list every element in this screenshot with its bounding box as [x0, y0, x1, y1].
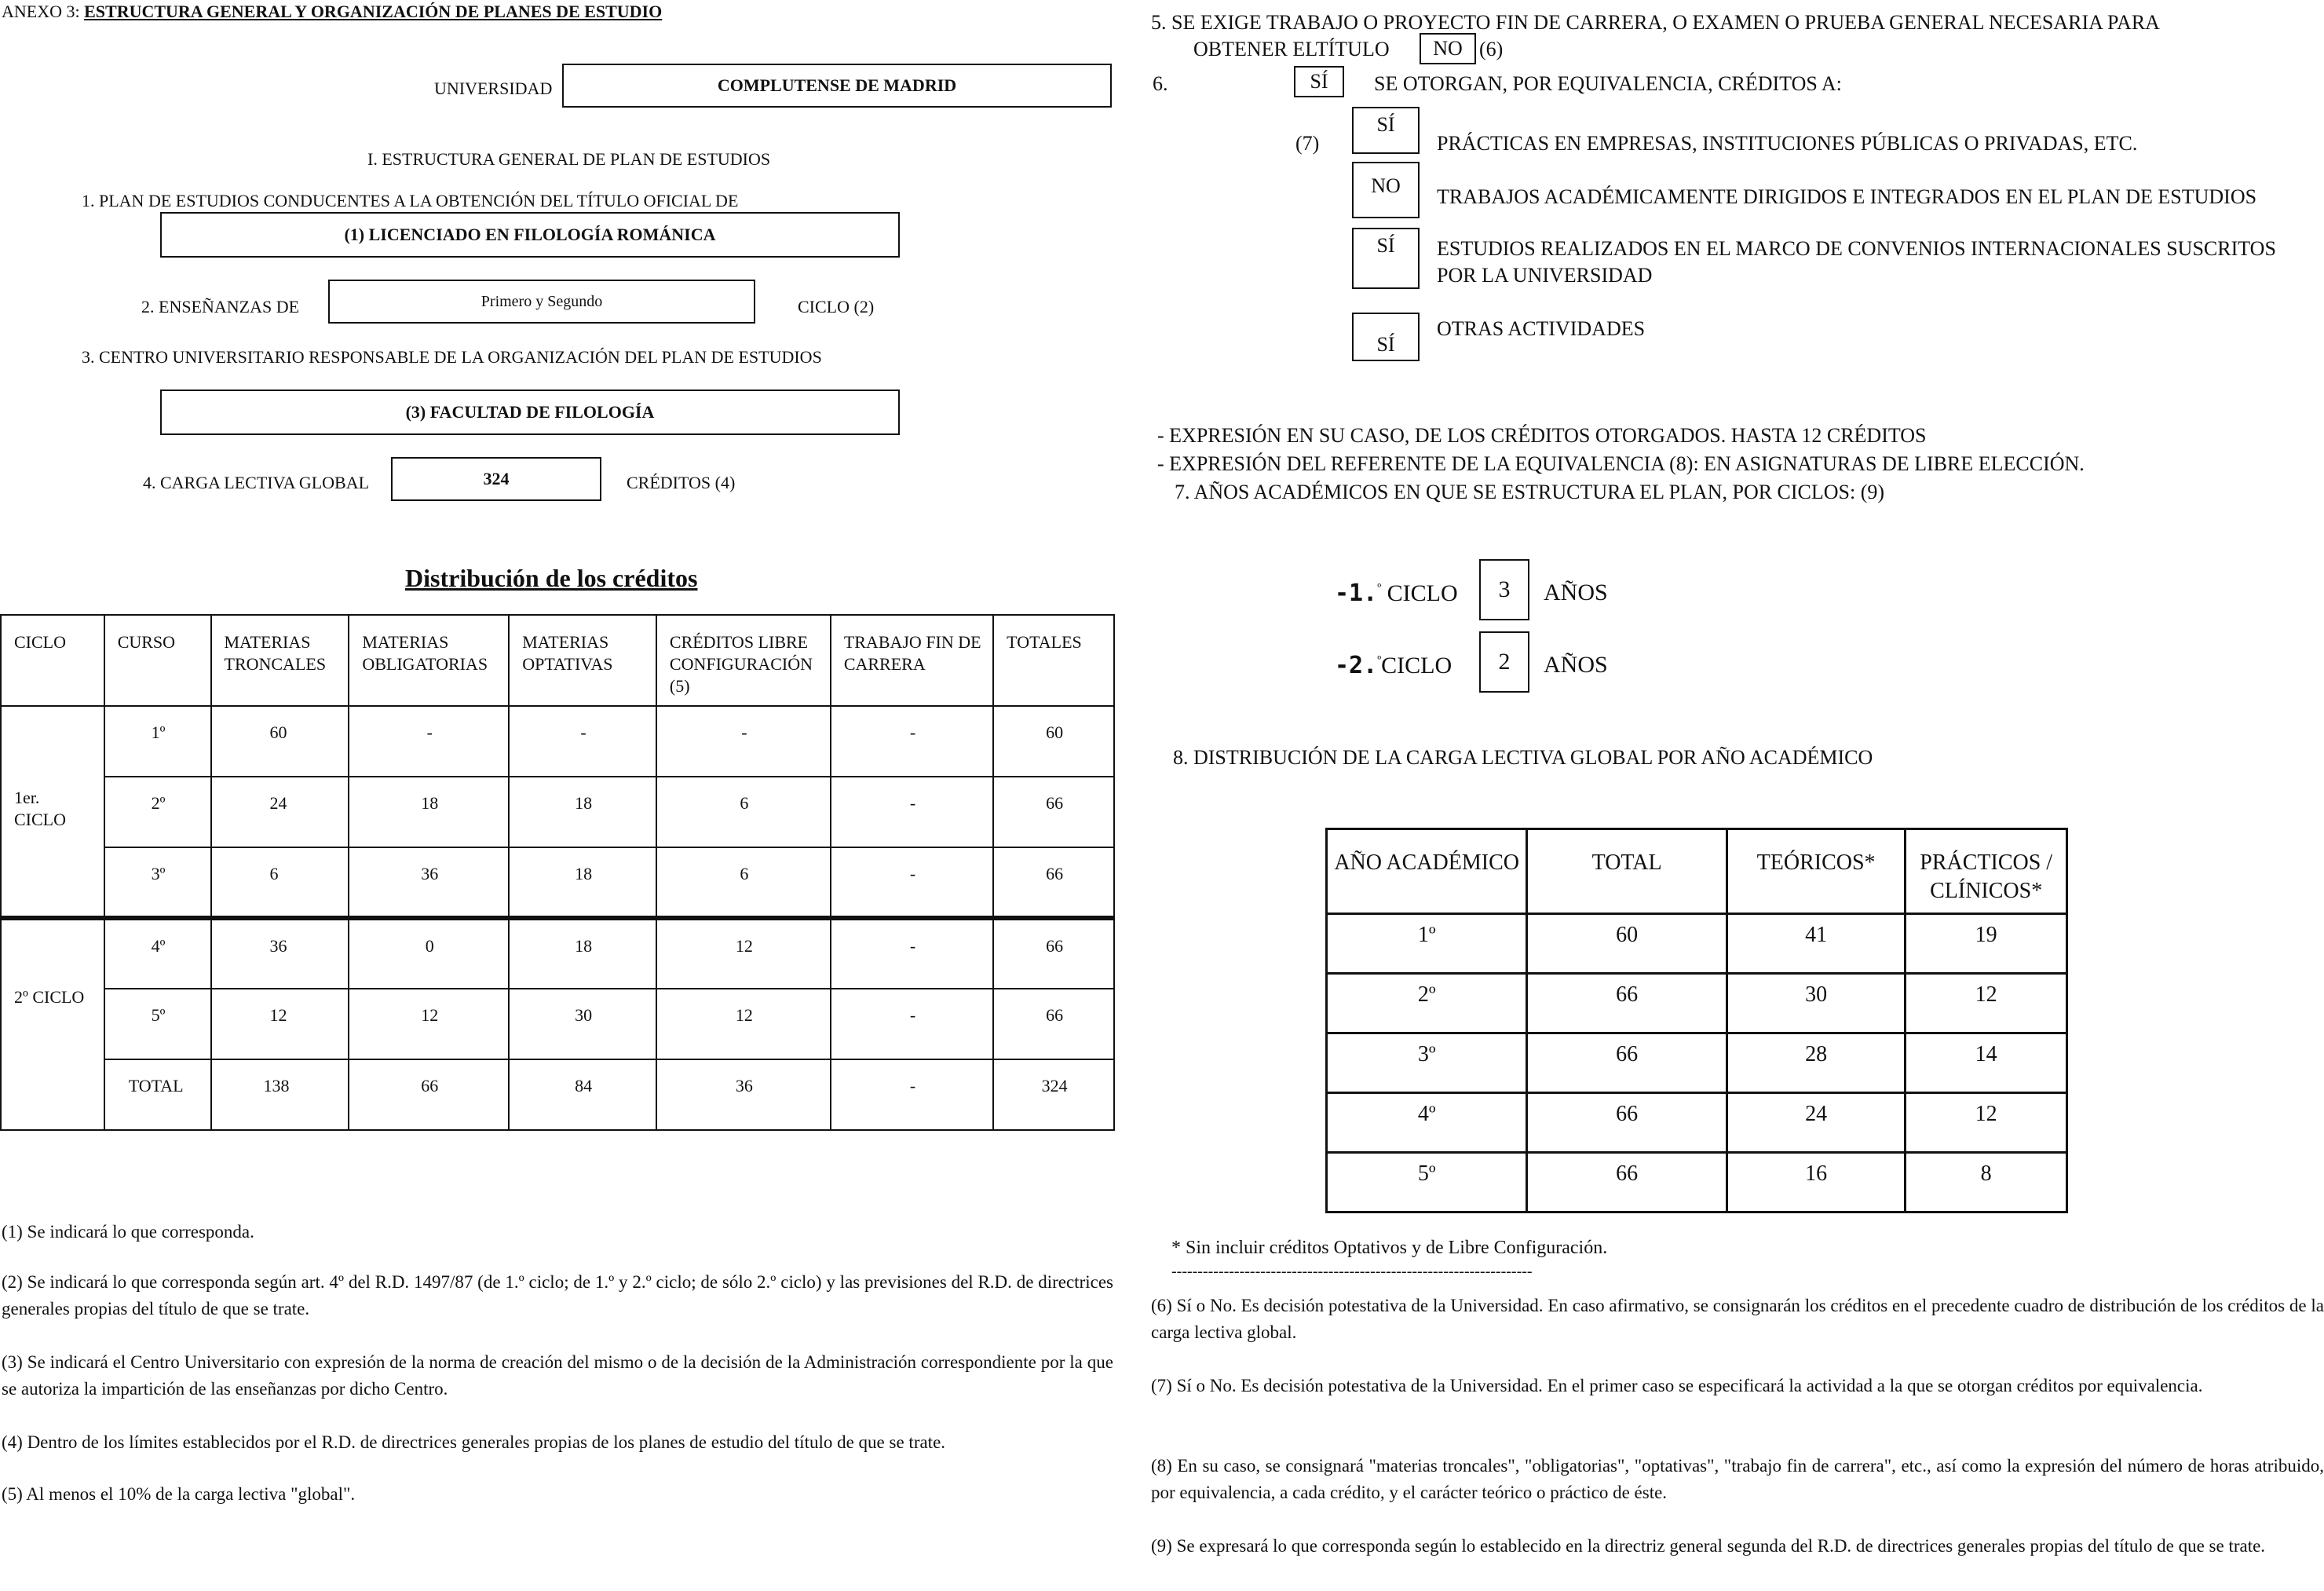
option-answer: SÍ: [1352, 228, 1420, 289]
years-label: AÑOS: [1544, 652, 1608, 678]
table-cell: -: [831, 989, 993, 1059]
table-cell: -: [831, 847, 993, 918]
item8: 8. DISTRIBUCIÓN DE LA CARGA LECTIVA GLOBAL POR AÑO ACADÉMICO: [1173, 746, 1873, 769]
table-cell: -: [349, 706, 509, 777]
table-row: [1, 847, 1114, 918]
table-total-row: [1, 1059, 1114, 1130]
header-cell: PRÁCTICOS / CLÍNICOS*: [1906, 829, 2067, 914]
footnote: (3) Se indicará el Centro Universitario con expresión de la norma de creación del mismo o de la decisión de la Administración correspondiente por la que se autoriza la impartición de las enseñanzas por dicho Centro.: [2, 1352, 1113, 1399]
header-cell: CURSO: [104, 615, 211, 706]
option-text: OTRAS ACTIVIDADES: [1437, 317, 1646, 340]
header-cell: AÑO ACADÉMICO: [1327, 829, 1527, 914]
cycle2-prefix: -2.: [1335, 652, 1378, 679]
table-cell: 24: [1727, 1093, 1905, 1153]
table-cell: 19: [1906, 914, 2067, 974]
table-cell: 18: [509, 847, 656, 918]
table-cell: 24: [211, 777, 349, 847]
option-text: PRÁCTICAS EN EMPRESAS, INSTITUCIONES PÚBLICAS O PRIVADAS, ETC.: [1437, 132, 2138, 155]
table-row: [1327, 974, 2067, 1033]
option-answer: SÍ: [1352, 313, 1420, 361]
table-cell: 12: [349, 989, 509, 1059]
table-cell: 6: [656, 847, 831, 918]
footnote: (7) Sí o No. Es decisión potestativa de la Universidad. En el primer caso se especificará la actividad a la que se otorgan créditos por equivalencia.: [1151, 1376, 2203, 1395]
table-cell: 66: [1527, 974, 1727, 1033]
header-cell: TRABAJO FIN DE CARRERA: [831, 615, 993, 706]
footnote: (9) Se expresará lo que corresponda según lo establecido en la directriz general segunda del R.D. de directrices generales propias del título de que se trate.: [1151, 1536, 2266, 1556]
item2-suffix: CICLO (2): [798, 297, 875, 316]
credits-line: - EXPRESIÓN EN SU CASO, DE LOS CRÉDITOS OTORGADOS. HASTA 12 CRÉDITOS: [1157, 424, 1927, 447]
cycles-field: Primero y Segundo: [328, 280, 755, 324]
option-answer: SÍ: [1352, 107, 1420, 154]
cycle1-cell: 1er. CICLO: [1, 706, 104, 918]
header-cell: CICLO: [1, 615, 104, 706]
table-row: [1327, 914, 2067, 974]
ordinal-mark: º: [1377, 654, 1382, 667]
table-cell: 66: [993, 989, 1114, 1059]
university-field: COMPLUTENSE DE MADRID: [562, 64, 1112, 108]
item4-label: 4. CARGA LECTIVA GLOBAL: [143, 473, 370, 492]
table-cell: 12: [656, 918, 831, 989]
item5-line1: 5. SE EXIGE TRABAJO O PROYECTO FIN DE CARRERA, O EXAMEN O PRUEBA GENERAL NECESARIA PARA: [1151, 11, 2160, 34]
table-cell: 8: [1906, 1153, 2067, 1212]
table-cell: 5º: [104, 989, 211, 1059]
item5-note: (6): [1479, 38, 1504, 60]
cycle2-years: 2: [1479, 631, 1529, 693]
cycle2-label: CICLO: [1381, 653, 1452, 678]
table-cell: 66: [993, 847, 1114, 918]
header-cell: TOTALES: [993, 615, 1114, 706]
table-cell: 12: [1906, 1093, 2067, 1153]
table-cell: 60: [1527, 914, 1727, 974]
table-cell: 3º: [104, 847, 211, 918]
table-row: [1, 706, 1114, 777]
option-text: ESTUDIOS REALIZADOS EN EL MARCO DE CONVENIOS INTERNACIONALES SUSCRITOS: [1437, 237, 2276, 260]
table-cell: 60: [993, 706, 1114, 777]
header-cell: CRÉDITOS LIBRE CONFIGURACIÓN (5): [656, 615, 831, 706]
option-text: TRABAJOS ACADÉMICAMENTE DIRIGIDOS E INTEGRADOS EN EL PLAN DE ESTUDIOS: [1437, 185, 2257, 208]
table-cell: 324: [993, 1059, 1114, 1130]
header-cell: MATERIAS OPTATIVAS: [509, 615, 656, 706]
footnote: (1) Se indicará lo que corresponda.: [2, 1222, 254, 1242]
footnote: (6) Sí o No. Es decisión potestativa de la Universidad. En caso afirmativo, se consignarán los créditos en el precedente cuadro de distribución de los créditos de la carga lectiva global.: [1151, 1296, 2324, 1342]
cycle1-line: [1335, 580, 1458, 607]
table-cell: 41: [1727, 914, 1905, 974]
table-cell: 66: [1527, 1153, 1727, 1212]
cycle1-label: CICLO: [1387, 580, 1458, 606]
item5-line2: OBTENER ELTÍTULO: [1193, 38, 1390, 60]
item3-label: 3. CENTRO UNIVERSITARIO RESPONSABLE DE LA ORGANIZACIÓN DEL PLAN DE ESTUDIOS: [82, 347, 822, 367]
annex-prefix: ANEXO 3:: [2, 2, 80, 21]
footnote: (5) Al menos el 10% de la carga lectiva "global".: [2, 1484, 356, 1504]
item6-text: SE OTORGAN, POR EQUIVALENCIA, CRÉDITOS A:: [1374, 72, 1842, 95]
table-cell: 4º: [104, 918, 211, 989]
table-row: [1327, 1153, 2067, 1212]
table-cell: 30: [509, 989, 656, 1059]
table-row: [1327, 1033, 2067, 1093]
table-cell: 18: [349, 777, 509, 847]
ordinal-mark: º: [1377, 582, 1382, 595]
faculty-field: (3) FACULTAD DE FILOLOGÍA: [160, 390, 900, 435]
table-row: [1327, 1093, 2067, 1153]
table-cell: 2º: [104, 777, 211, 847]
table-cell: 36: [349, 847, 509, 918]
table-cell: 2º: [1327, 974, 1527, 1033]
table-cell: 4º: [1327, 1093, 1527, 1153]
item6-number: 6.: [1153, 72, 1168, 95]
cycle2-line: [1335, 652, 1452, 679]
table-cell: 1º: [1327, 914, 1527, 974]
item6-answer: SÍ: [1294, 66, 1344, 97]
item4-suffix: CRÉDITOS (4): [627, 473, 736, 492]
table-header-row: [1, 615, 1114, 706]
table-cell: 6: [211, 847, 349, 918]
table-cell: 138: [211, 1059, 349, 1130]
table-cell: 5º: [1327, 1153, 1527, 1212]
table-cell: 16: [1727, 1153, 1905, 1212]
table-cell: TOTAL: [104, 1059, 211, 1130]
footnote: (4) Dentro de los límites establecidos por el R.D. de directrices generales propias de los planes de estudio del título de que se trate.: [2, 1432, 946, 1452]
item7: 7. AÑOS ACADÉMICOS EN QUE SE ESTRUCTURA EL PLAN, POR CICLOS: (9): [1175, 481, 1885, 503]
table-cell: 60: [211, 706, 349, 777]
table-cell: 12: [1906, 974, 2067, 1033]
referent-line: - EXPRESIÓN DEL REFERENTE DE LA EQUIVALENCIA (8): EN ASIGNATURAS DE LIBRE ELECCIÓN.: [1157, 452, 2085, 475]
table-cell: -: [656, 706, 831, 777]
table-cell: 66: [993, 918, 1114, 989]
table-cell: -: [831, 706, 993, 777]
table-cell: 84: [509, 1059, 656, 1130]
table-cell: 66: [349, 1059, 509, 1130]
footnote: (2) Se indicará lo que corresponda según art. 4º del R.D. 1497/87 (de 1.º ciclo; de 1.º y 2.º ciclo; de sólo 2.º ciclo) y las previsiones del R.D. de directrices generales propias del título de que se trate.: [2, 1272, 1113, 1319]
table-cell: 66: [1527, 1093, 1727, 1153]
table-header-row: [1327, 829, 2067, 914]
section-title: I. ESTRUCTURA GENERAL DE PLAN DE ESTUDIOS: [367, 149, 771, 169]
header-cell: TEÓRICOS*: [1727, 829, 1905, 914]
table-cell: 1º: [104, 706, 211, 777]
header-cell: MATERIAS TRONCALES: [211, 615, 349, 706]
item1-label: 1. PLAN DE ESTUDIOS CONDUCENTES A LA OBTENCIÓN DEL TÍTULO OFICIAL DE: [82, 191, 739, 210]
item6-ref: (7): [1295, 132, 1320, 155]
table-title: Distribución de los créditos: [405, 564, 698, 592]
asterisk-note: * Sin incluir créditos Optativos y de Libre Configuración.: [1171, 1238, 1608, 1258]
header-cell: TOTAL: [1527, 829, 1727, 914]
table-cell: 18: [509, 918, 656, 989]
annex-heading: [2, 2, 662, 22]
table-cell: 12: [211, 989, 349, 1059]
table-cell: 18: [509, 777, 656, 847]
table-cell: -: [831, 918, 993, 989]
table-cell: 66: [993, 777, 1114, 847]
table-cell: 0: [349, 918, 509, 989]
option-text-line2: POR LA UNIVERSIDAD: [1437, 264, 1653, 287]
separator-line: ---------------------------------------------------------------------: [1171, 1263, 1533, 1280]
header-cell: MATERIAS OBLIGATORIAS: [349, 615, 509, 706]
table-cell: 28: [1727, 1033, 1905, 1093]
table-cell: -: [509, 706, 656, 777]
years-label: AÑOS: [1544, 580, 1608, 605]
item2-label: 2. ENSEÑANZAS DE: [141, 297, 300, 316]
table-cell: 66: [1527, 1033, 1727, 1093]
table-row: [1, 777, 1114, 847]
table-row: [1, 918, 1114, 989]
table-cell: 36: [211, 918, 349, 989]
table-cell: -: [831, 777, 993, 847]
annex-title: ESTRUCTURA GENERAL Y ORGANIZACIÓN DE PLANES DE ESTUDIO: [84, 2, 663, 21]
table-cell: 6: [656, 777, 831, 847]
table-cell: 36: [656, 1059, 831, 1130]
option-answer: NO: [1352, 162, 1420, 218]
item5-answer: NO: [1420, 33, 1476, 64]
university-label: UNIVERSIDAD: [434, 79, 553, 98]
footnote: (8) En su caso, se consignará "materias troncales", "obligatorias", "optativas", "trabajo fin de carrera", etc., así como la expresión del número de horas atribuido, por equivalencia, a cada crédito, y el carácter teórico o práctico de éste.: [1151, 1456, 2324, 1502]
table-cell: 3º: [1327, 1033, 1527, 1093]
table-cell: 12: [656, 989, 831, 1059]
table-cell: 14: [1906, 1033, 2067, 1093]
cycle1-prefix: -1.: [1335, 580, 1378, 607]
degree-field: (1) LICENCIADO EN FILOLOGÍA ROMÁNICA: [160, 212, 900, 258]
table-cell: 30: [1727, 974, 1905, 1033]
table-cell: -: [831, 1059, 993, 1130]
table-row: [1, 989, 1114, 1059]
credits-distribution-table: [0, 614, 1115, 1131]
load-field: 324: [391, 457, 601, 501]
cycle2-cell: 2º CICLO: [1, 918, 104, 1130]
cycle1-years: 3: [1479, 559, 1529, 620]
academic-year-table: [1325, 828, 2068, 1213]
